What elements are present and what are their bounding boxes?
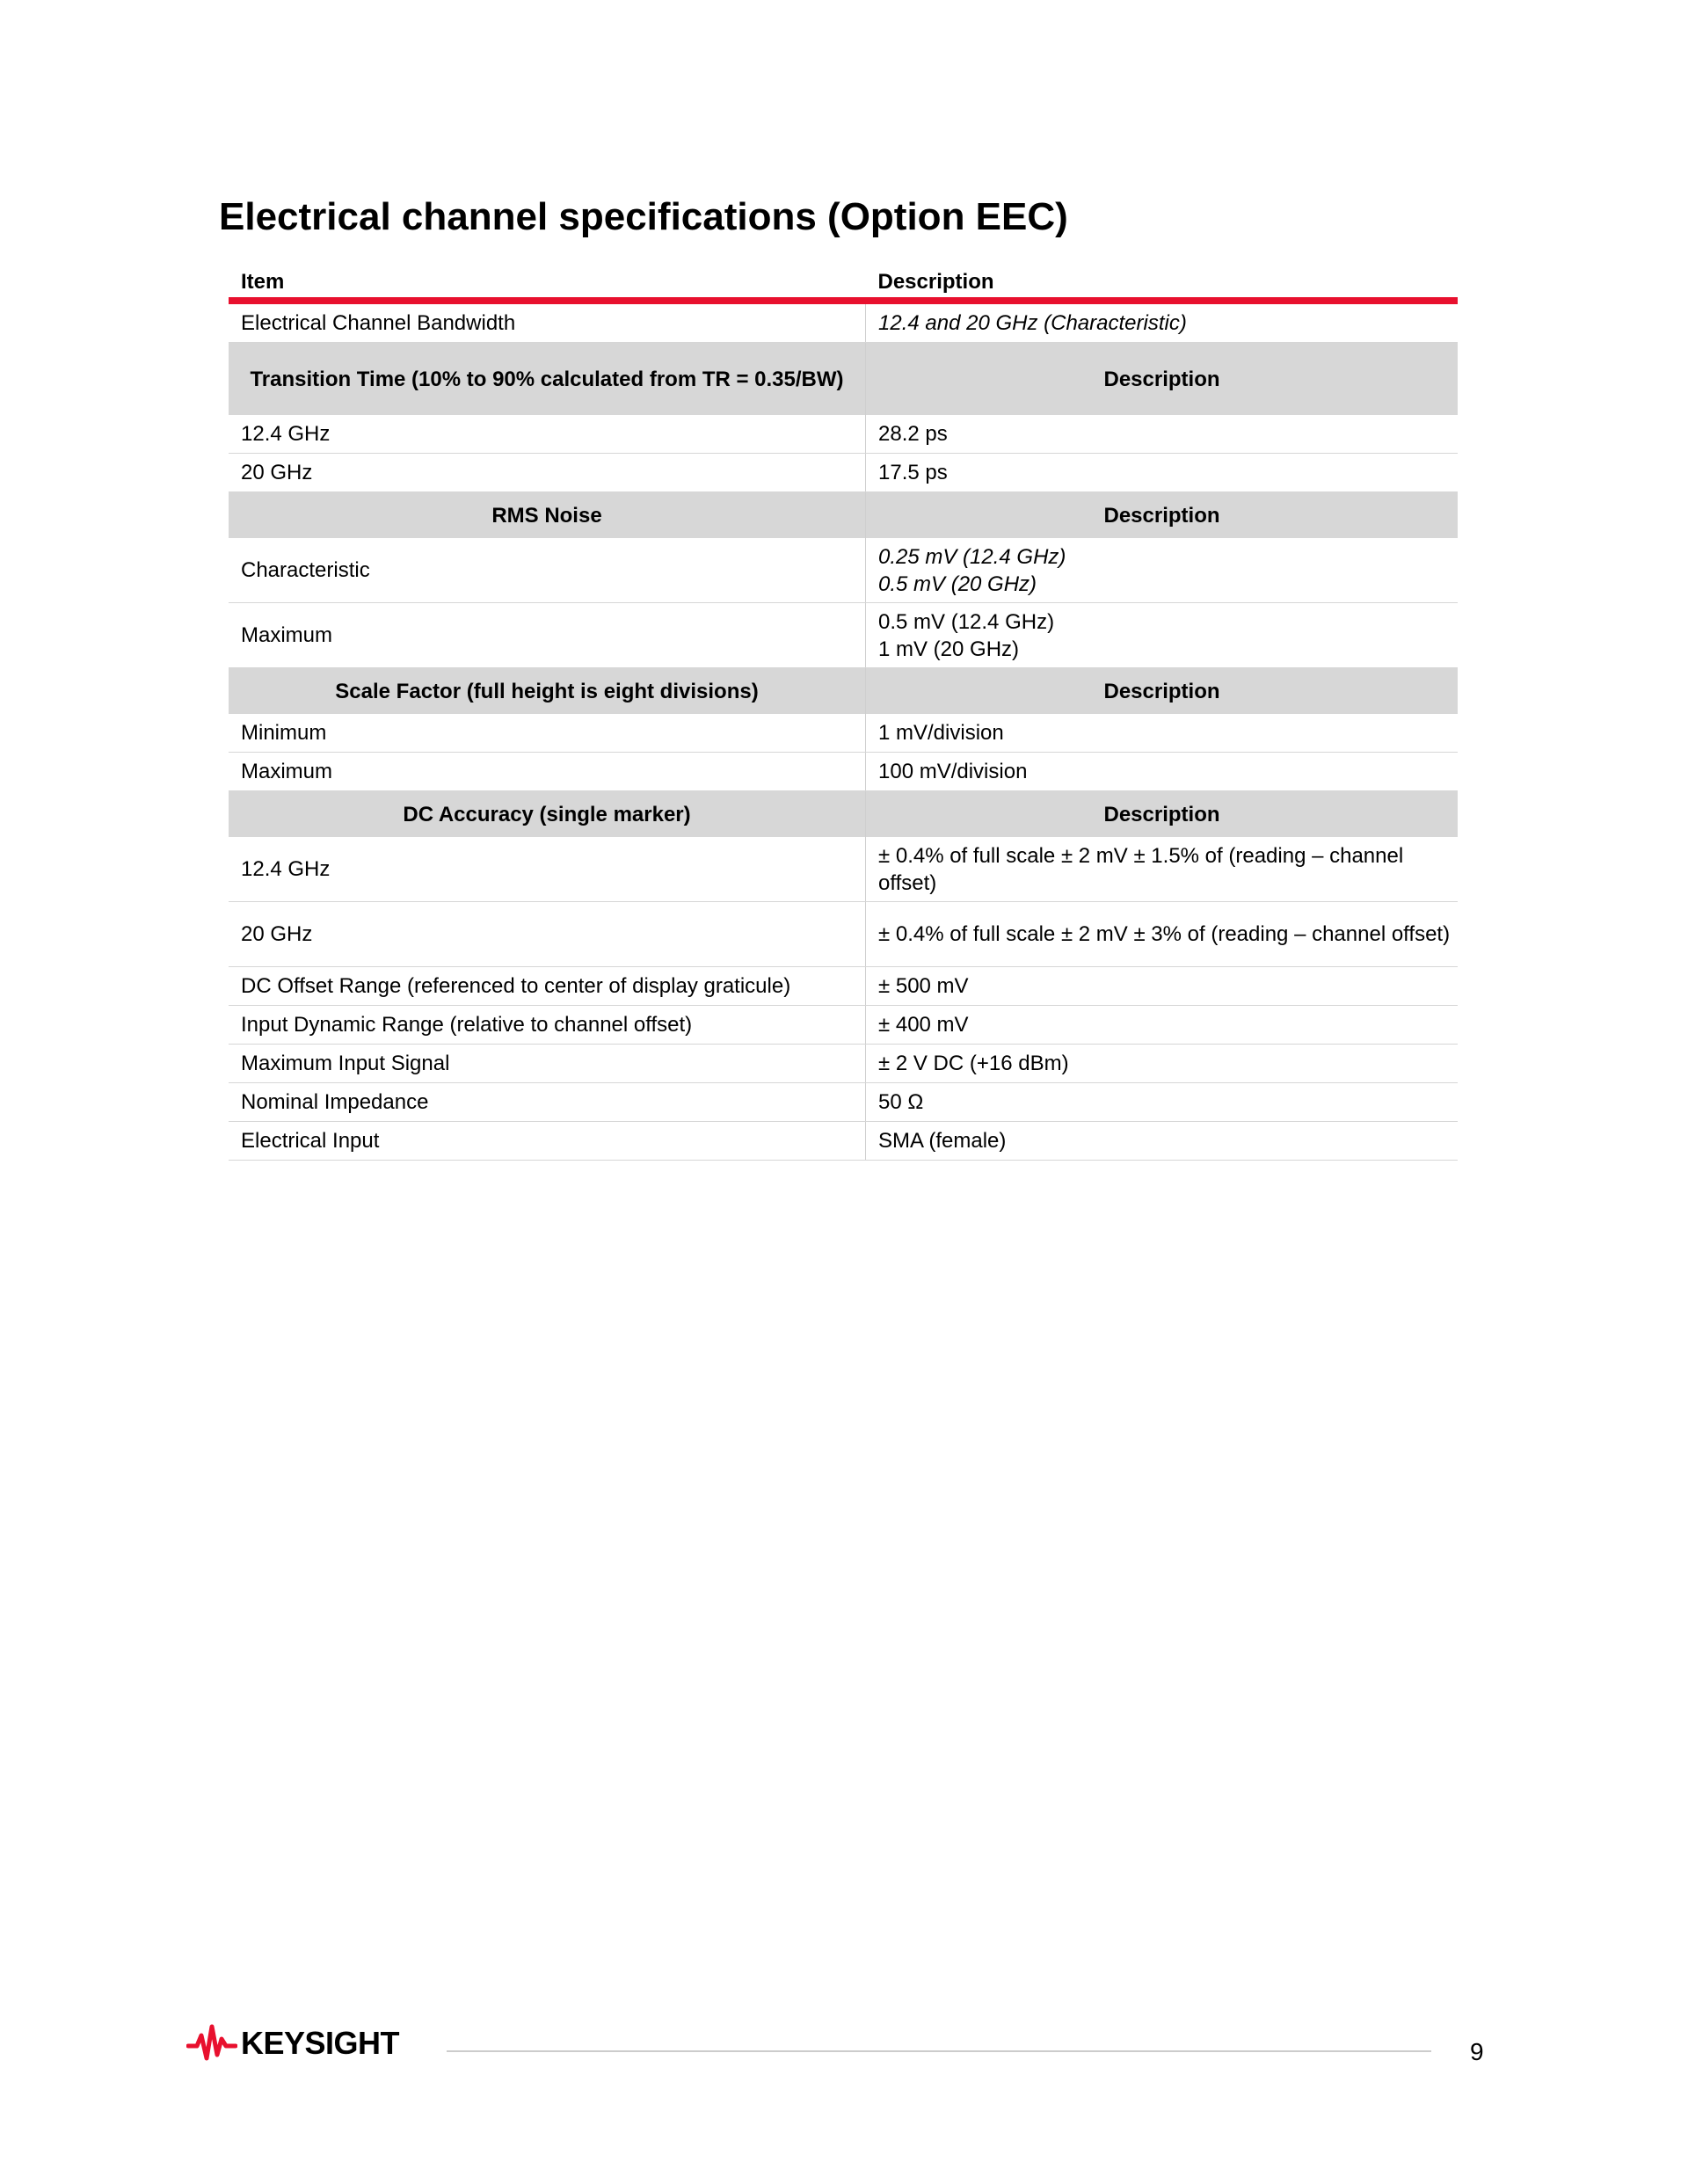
value-line: 0.25 mV (12.4 GHz) [878, 544, 1066, 569]
row-value: ± 500 mV [866, 967, 1459, 1006]
table-header-row [229, 262, 1458, 301]
row-item: 20 GHz [229, 902, 866, 967]
table-row [229, 538, 1458, 603]
value-line: 0.5 mV (12.4 GHz) [878, 609, 1055, 634]
row-value [866, 603, 1459, 668]
row-item: Electrical Input [229, 1122, 866, 1161]
row-value: 50 Ω [866, 1083, 1459, 1122]
row-value: ± 0.4% of full scale ± 2 mV ± 1.5% of (reading – channel offset) [866, 837, 1459, 902]
table-row [229, 714, 1458, 753]
section-heading: RMS Noise [229, 492, 866, 539]
row-item: Input Dynamic Range (relative to channel offset) [229, 1006, 866, 1045]
section-header-rms-noise [229, 492, 1458, 539]
row-item: 12.4 GHz [229, 837, 866, 902]
row-value: 1 mV/division [866, 714, 1459, 753]
page-number: 9 [1470, 2038, 1484, 2065]
table-row [229, 415, 1458, 454]
section-heading: Scale Factor (full height is eight divisions) [229, 668, 866, 715]
footer-divider [447, 2050, 1431, 2052]
header-item: Item [229, 262, 866, 301]
table-row [229, 1006, 1458, 1045]
row-value: 12.4 and 20 GHz (Characteristic) [866, 301, 1459, 343]
keysight-wave-icon [186, 2023, 237, 2064]
row-value: 28.2 ps [866, 415, 1459, 454]
table-row [229, 603, 1458, 668]
row-item: Electrical Channel Bandwidth [229, 301, 866, 343]
section-description: Description [866, 791, 1459, 838]
table-row [229, 1045, 1458, 1083]
row-value: ± 2 V DC (+16 dBm) [866, 1045, 1459, 1083]
row-value: ± 0.4% of full scale ± 2 mV ± 3% of (reading – channel offset) [866, 902, 1459, 967]
row-item: Minimum [229, 714, 866, 753]
table-row [229, 454, 1458, 492]
row-item: Maximum Input Signal [229, 1045, 866, 1083]
brand-name: KEYSIGHT [241, 2025, 400, 2061]
section-description: Description [866, 492, 1459, 539]
row-item: Maximum [229, 753, 866, 791]
row-item: Maximum [229, 603, 866, 668]
row-value: 17.5 ps [866, 454, 1459, 492]
row-value: SMA (female) [866, 1122, 1459, 1161]
page-title: Electrical channel specifications (Option EEC) [219, 195, 1068, 238]
table-row [229, 837, 1458, 902]
row-item: Characteristic [229, 538, 866, 603]
section-header-transition [229, 343, 1458, 416]
table-row [229, 753, 1458, 791]
table-row [229, 967, 1458, 1006]
row-value: 100 mV/division [866, 753, 1459, 791]
section-heading: Transition Time (10% to 90% calculated from TR = 0.35/BW) [229, 343, 866, 416]
row-value: ± 400 mV [866, 1006, 1459, 1045]
table-row [229, 1083, 1458, 1122]
row-item: Nominal Impedance [229, 1083, 866, 1122]
section-header-dc-accuracy [229, 791, 1458, 838]
row-item: DC Offset Range (referenced to center of display graticule) [229, 967, 866, 1006]
row-item: 20 GHz [229, 454, 866, 492]
section-heading: DC Accuracy (single marker) [229, 791, 866, 838]
table-row [229, 1122, 1458, 1161]
section-description: Description [866, 343, 1459, 416]
value-line: 1 mV (20 GHz) [878, 637, 1020, 661]
row-value [866, 538, 1459, 603]
keysight-logo [186, 2022, 406, 2064]
section-header-scale-factor [229, 668, 1458, 715]
value-line: 0.5 mV (20 GHz) [878, 571, 1037, 596]
header-description: Description [866, 262, 1459, 301]
table-row [229, 301, 1458, 343]
row-item: 12.4 GHz [229, 415, 866, 454]
section-description: Description [866, 668, 1459, 715]
spec-table [229, 262, 1458, 1161]
table-row [229, 902, 1458, 967]
